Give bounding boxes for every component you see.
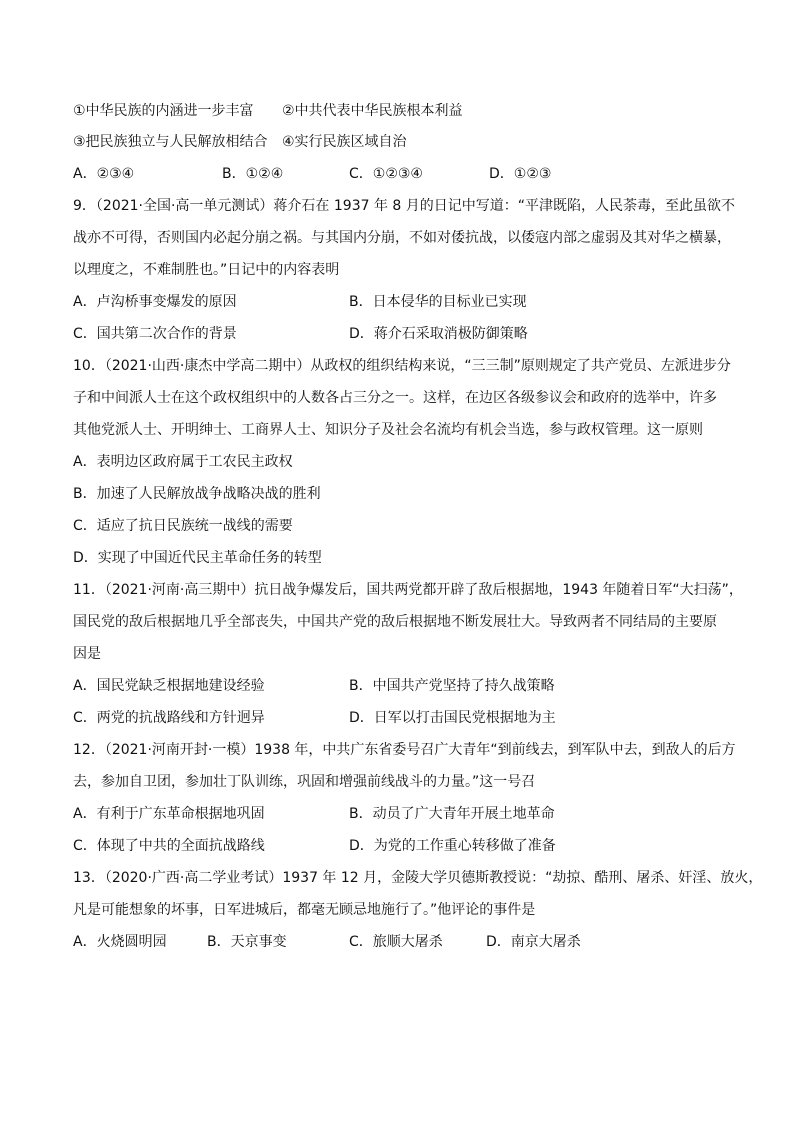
q13-option-c: C．旅顺大屠杀 [349, 934, 443, 950]
q9-option-a: A．卢沟桥事变爆发的原因 [73, 294, 237, 310]
q11-option-a: A．国民党缺乏根据地建设经验 [73, 678, 265, 694]
q12-stem-line-2: 去，参加自卫团，参加壮丁队训练，巩固和增强前线战斗的力量。”这一号召 [73, 774, 536, 790]
q13-option-d: D．南京大屠杀 [486, 934, 581, 950]
q11-option-c: C．两党的抗战路线和方针迥异 [73, 710, 265, 726]
q12-option-a: A．有利于广东革命根据地巩固 [73, 806, 265, 822]
q13-stem-line-2: 凡是可能想象的坏事，日军进城后，都毫无顾忌地施行了。”他评论的事件是 [73, 902, 536, 918]
q12-option-c: C．体现了中共的全面抗战路线 [73, 838, 265, 854]
q13-stem-line-1: 13．（2020·广西·高二学业考试）1937 年 12 月，金陵大学贝德斯教授说：“劫掠、酷刑、屠杀、奸淫、放火， [73, 870, 763, 886]
q10-stem-line-1: 10．（2021·山西·康杰中学高二期中）从政权的组织结构来说，“三三制”原则规定了共产党员、左派进步分 [73, 358, 731, 374]
q9-option-b: B．日本侵华的目标业已实现 [349, 294, 527, 310]
q11-stem-line-1: 11．（2021·河南·高三期中）抗日战争爆发后，国共两党都开辟了敌后根据地，1943 年随着日军“大扫荡”， [73, 582, 743, 598]
q10-stem-line-3: 其他党派人士、开明绅士、工商界人士、知识分子及社会名流均有机会当选，参与政权管理。这一原则 [73, 422, 703, 438]
q8-option-c: C．①②③④ [349, 166, 423, 182]
q12-option-b: B．动员了广大青年开展土地革命 [349, 806, 555, 822]
q11-option-b: B．中国共产党坚持了持久战策略 [349, 678, 555, 694]
q8-option-a: A．②③④ [73, 166, 135, 182]
q8-option-d: D．①②③ [489, 166, 552, 182]
q9-stem-line-2: 战亦不可得，否则国内必起分崩之祸。与其国内分崩，不如对倭抗战，以倭寇内部之虚弱及其对华之横暴， [73, 230, 731, 246]
q9-stem-line-1: 9．（2021·全国·高一单元测试）蒋介石在 1937 年 8 月的日记中写道：“平津既陷，人民荼毒，至此虽欲不 [73, 198, 736, 214]
statement-1: ①中华民族的内涵进一步丰富 [73, 103, 254, 119]
q13-option-b: B．天京事变 [207, 934, 287, 950]
q11-stem-line-3: 因是 [73, 646, 101, 662]
q13-option-a: A．火烧圆明园 [73, 934, 167, 950]
q9-option-d: D．蒋介石采取消极防御策略 [349, 326, 528, 342]
q11-stem-line-2: 国民党的敌后根据地几乎全部丧失，中国共产党的敌后根据地不断发展壮大。导致两者不同结局的主要原 [73, 614, 717, 630]
statement-3: ③把民族独立与人民解放相结合 [73, 134, 268, 150]
statement-4: ④实行民族区域自治 [282, 134, 407, 150]
statement-2: ②中共代表中华民族根本利益 [282, 103, 463, 119]
q12-option-d: D．为党的工作重心转移做了准备 [349, 838, 556, 854]
q12-stem-line-1: 12．（2021·河南开封·一模）1938 年，中共广东省委号召广大青年“到前线去，到军队中去，到敌人的后方 [73, 742, 736, 758]
q9-stem-line-3: 以理度之，不难制胜也。”日记中的内容表明 [73, 262, 340, 278]
q11-option-d: D．日军以打击国民党根据地为主 [349, 710, 556, 726]
q10-option-c: C．适应了抗日民族统一战线的需要 [73, 518, 293, 534]
q10-option-d: D．实现了中国近代民主革命任务的转型 [73, 550, 322, 566]
q8-option-b: B．①②④ [222, 166, 284, 182]
q9-option-c: C．国共第二次合作的背景 [73, 326, 237, 342]
q10-stem-line-2: 子和中间派人士在这个政权组织中的人数各占三分之一。这样，在边区各级参议会和政府的选举中，许多 [73, 390, 717, 406]
q10-option-a: A．表明边区政府属于工农民主政权 [73, 454, 293, 470]
q10-option-b: B．加速了人民解放战争战略决战的胜利 [73, 486, 321, 502]
